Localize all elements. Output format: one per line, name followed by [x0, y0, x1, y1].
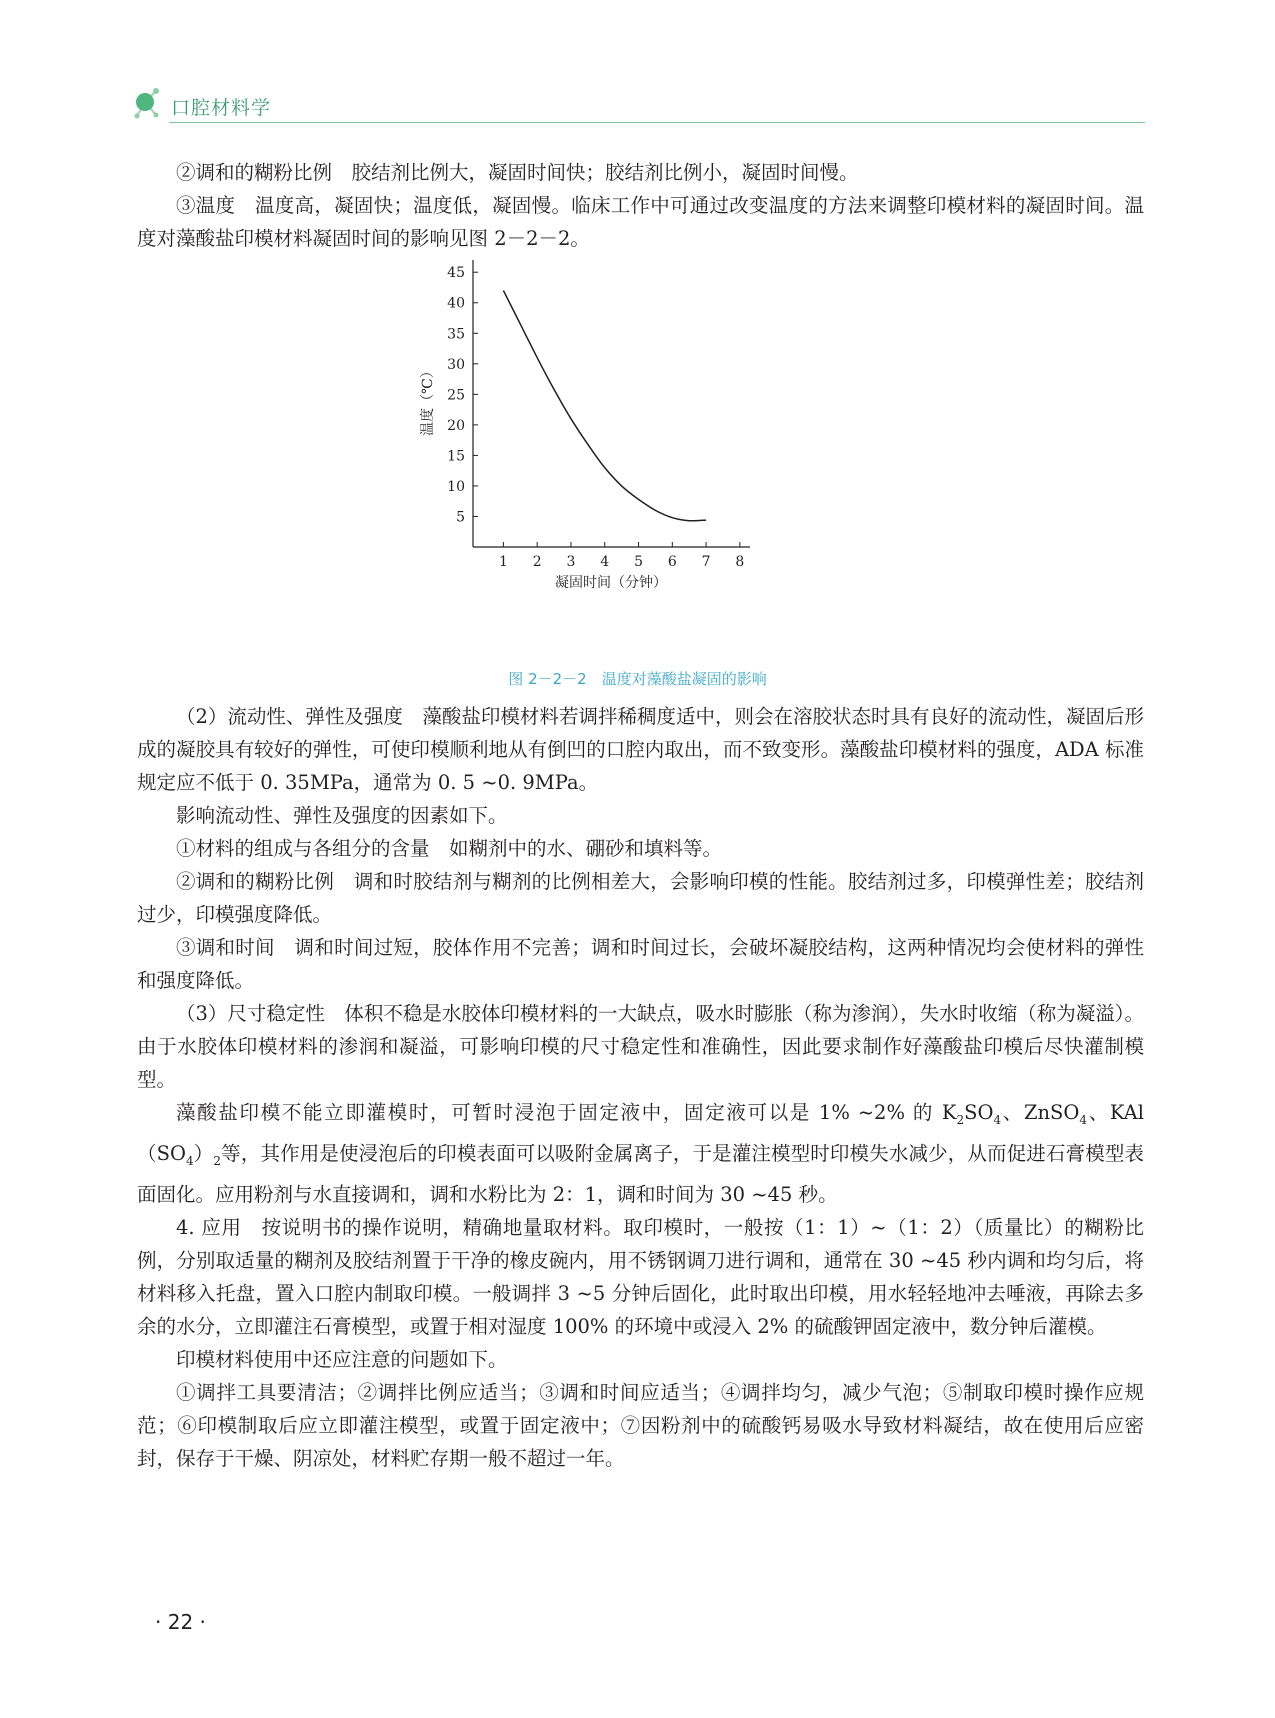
temperature-setting-time-chart: [420, 265, 790, 600]
x-tick-label: 5: [634, 554, 643, 570]
book-title: 口腔材料学: [171, 97, 272, 119]
paragraph: 4. 应用 按说明书的操作说明，精确地量取材料。取印模时，一般按（1：1）~（1：2）（质量比）的糊粉比例，分别取适量的糊剂及胶结剂置于干净的橡皮碗内，用不锈钢调刀进行调和，通常在 30 ~45 秒内调和均匀后，将材料移入托盘，置入口腔内制取印模。一般调拌 3 ~5 分钟后固化，此时取出印模，用水轻轻地冲去唾液，再除去多余的水分，立即灌注石膏模型，或置于相对湿度 100% 的环境中或浸入 2% 的硫酸钾固定液中，数分钟后灌模。: [137, 1215, 1144, 1338]
series-line: [503, 291, 706, 521]
header-rule: [169, 122, 1145, 123]
subscript: 4: [185, 1153, 194, 1168]
text-run: 藻酸盐印模不能立即灌模时，可暂时浸泡于固定液中，固定液可以是 1% ~2% 的 K: [176, 1101, 957, 1124]
paragraph: （3）尺寸稳定性 体积不稳是水胶体印模材料的一大缺点，吸水时膨胀（称为渗润），失水时收缩（称为凝溢）。由于水胶体印模材料的渗润和凝溢，可影响印模的尺寸稳定性和准确性，因此要求制作好藻酸盐印模后尽快灌制模型。: [137, 1002, 1144, 1091]
y-tick-label: 10: [447, 478, 465, 495]
paragraph: （2）流动性、弹性及强度 藻酸盐印模材料若调拌稀稠度适中，则会在溶胶状态时具有良好的流动性，凝固后形成的凝胶具有较好的弹性，可使印模顺利地从有倒凹的口腔内取出，而不致变形。藻酸盐印模材料的强度，ADA 标准规定应不低于 0. 35MPa，通常为 0. 5 ~0. 9MPa。: [137, 705, 1144, 794]
paragraph: ①材料的组成与各组分的含量 如糊剂中的水、硼砂和填料等。: [176, 837, 723, 860]
x-tick-label: 2: [532, 554, 542, 570]
fixative-paragraph: [137, 1096, 1144, 1211]
y-tick-label: 30: [447, 356, 465, 373]
x-tick-label: 6: [667, 554, 677, 570]
text-run: 等，其作用是使浸泡后的印模表面可以吸附金属离子，于是灌注模型时印模失水减少，从而促进石膏模型表面固化。应用粉剂与水直接调和，调和水粉比为 2：1，调和时间为 30 ~45 秒。: [137, 1141, 1144, 1206]
paragraph: ②调和的糊粉比例 胶结剂比例大，凝固时间快；胶结剂比例小，凝固时间慢。: [176, 161, 859, 184]
y-tick-label: 45: [447, 265, 465, 282]
y-tick-label: 20: [447, 417, 465, 434]
x-axis-label: 凝固时间（分钟）: [555, 575, 667, 591]
x-tick-label: 3: [566, 554, 576, 570]
paragraph: 影响流动性、弹性及强度的因素如下。: [176, 804, 508, 827]
paragraph: ③温度 温度高，凝固快；温度低，凝固慢。临床工作中可通过改变温度的方法来调整印模材料的凝固时间。温度对藻酸盐印模材料凝固时间的影响见图 2－2－2。: [137, 194, 1144, 250]
text-run: SO: [964, 1101, 994, 1124]
paragraph: ③调和时间 调和时间过短，胶体作用不完善；调和时间过长，会破坏凝胶结构，这两种情况均会使材料的弹性和强度降低。: [137, 936, 1144, 992]
page-number: · 22 ·: [155, 1610, 206, 1634]
x-tick-label: 4: [600, 554, 610, 570]
y-tick-label: 35: [447, 326, 465, 343]
y-axis-label: 温度（℃）: [420, 364, 436, 436]
subscript: 4: [1079, 1112, 1088, 1127]
x-tick-label: 7: [701, 554, 711, 570]
y-tick-label: 15: [447, 448, 465, 465]
figure-caption: 图 2－2－2 温度对藻酸盐凝固的影响: [508, 670, 767, 688]
y-tick-label: 5: [456, 509, 465, 526]
text-run: 、KAl（SO: [137, 1101, 1144, 1165]
subscript: 2: [213, 1153, 222, 1168]
paragraph: ①调拌工具要清洁；②调拌比例应适当；③调和时间应适当；④调拌均匀，减少气泡；⑤制取印模时操作应规范；⑥印模制取后应立即灌注模型，或置于固定液中；⑦因粉剂中的硫酸钙易吸水导致材料凝结，故在使用后应密封，保存于干燥、阴凉处，材料贮存期一般不超过一年。: [137, 1380, 1144, 1470]
text-run: 、ZnSO: [1001, 1101, 1080, 1124]
x-tick-label: 1: [498, 554, 508, 570]
paragraph: 印模材料使用中还应注意的问题如下。: [176, 1347, 508, 1371]
molecule-logo-icon: [133, 86, 169, 122]
subscript: 2: [956, 1112, 965, 1127]
body-text-top: [137, 156, 1144, 255]
text-run: ）: [193, 1141, 214, 1165]
y-tick-label: 25: [447, 387, 465, 404]
running-header: [133, 86, 1145, 126]
y-tick-label: 40: [447, 295, 465, 312]
subscript: 4: [993, 1112, 1002, 1127]
paragraph: ②调和的糊粉比例 调和时胶结剂与糊剂的比例相差大，会影响印模的性能。胶结剂过多，印模弹性差；胶结剂过少，印模强度降低。: [137, 870, 1144, 926]
body-text-main: [137, 700, 1144, 1475]
x-tick-label: 8: [735, 554, 745, 570]
